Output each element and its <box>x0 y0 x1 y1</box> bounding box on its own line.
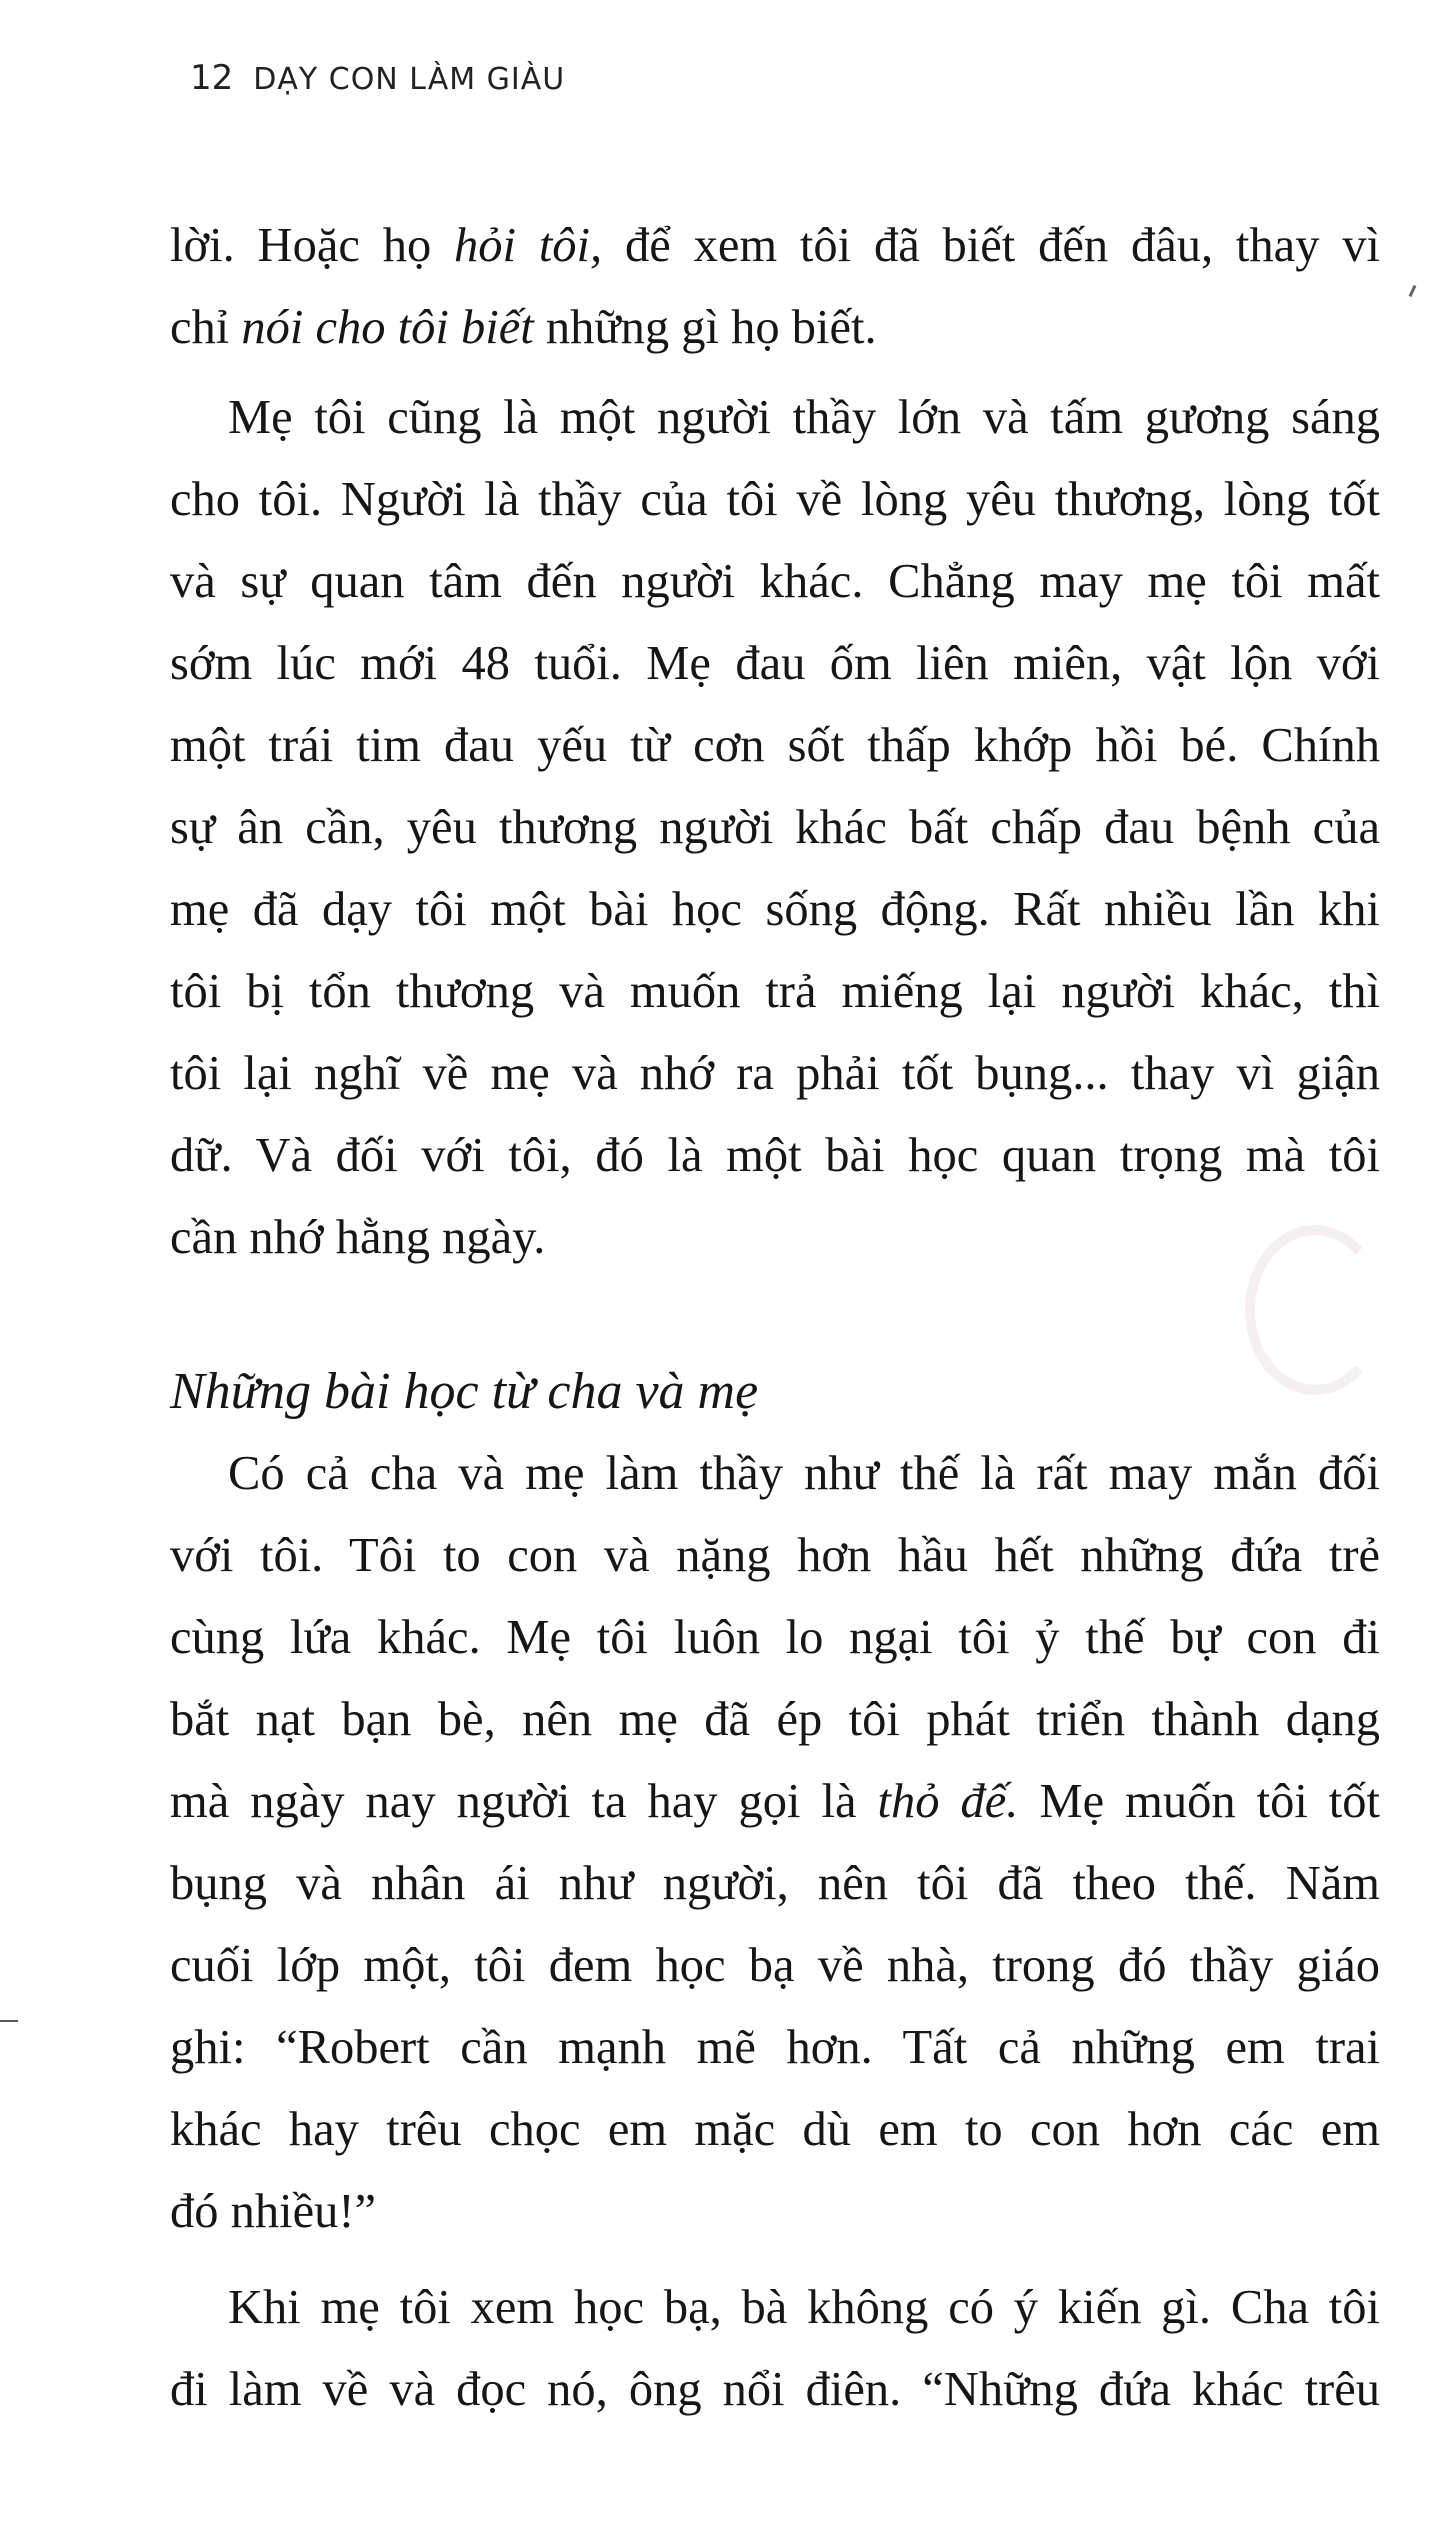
paragraph-2-line: cho tôi. Người là thầy của tôi về lòng yêu thương, lòng tốt <box>170 473 1380 526</box>
emphasis: nói cho tôi biết <box>241 301 534 354</box>
paragraph-3-line: cùng lứa khác. Mẹ tôi luôn lo ngại tôi ỷ thế bự con đi <box>170 1611 1380 1664</box>
paragraph-2-line: và sự quan tâm đến người khác. Chẳng may mẹ tôi mất <box>170 555 1380 608</box>
paragraph-4-line: Khi mẹ tôi xem học bạ, bà không có ý kiến gì. Cha tôi <box>228 2281 1380 2334</box>
paragraph-2-line: cần nhớ hằng ngày. <box>170 1211 546 1264</box>
paragraph-1-line-2: chỉ nói cho tôi biết những gì họ biết. <box>170 301 877 354</box>
paragraph-3-line: Có cả cha và mẹ làm thầy như thế là rất may mắn đối <box>228 1447 1380 1500</box>
paragraph-4-line: đi làm về và đọc nó, ông nổi điên. “Những đứa khác trêu <box>170 2363 1380 2416</box>
paragraph-2-line: tôi lại nghĩ về mẹ và nhớ ra phải tốt bụng... thay vì giận <box>170 1047 1380 1100</box>
paper-speck <box>1409 285 1417 297</box>
paragraph-2-line: sớm lúc mới 48 tuổi. Mẹ đau ốm liên miên, vật lộn với <box>170 637 1380 690</box>
section-heading: Những bài học từ cha và mẹ <box>170 1363 759 1420</box>
emphasis: hỏi tôi, <box>454 219 603 272</box>
paragraph-3-line: cuối lớp một, tôi đem học bạ về nhà, trong đó thầy giáo <box>170 1939 1380 1992</box>
paragraph-3-line: bụng và nhân ái như người, nên tôi đã theo thế. Năm <box>170 1857 1380 1910</box>
paragraph-2-line: Mẹ tôi cũng là một người thầy lớn và tấm gương sáng <box>228 391 1380 444</box>
body-text <box>170 205 1380 2431</box>
paragraph-3-line: khác hay trêu chọc em mặc dù em to con hơn các em <box>170 2103 1380 2156</box>
book-title: DẠY CON LÀM GIÀU <box>253 62 566 97</box>
paragraph-3-line: với tôi. Tôi to con và nặng hơn hầu hết những đứa trẻ <box>170 1529 1380 1582</box>
paragraph-1-line-1: lời. Hoặc họ hỏi tôi, để xem tôi đã biết đến đâu, thay vì <box>170 219 1380 272</box>
emphasis: thỏ đế. <box>877 1775 1019 1828</box>
paragraph-3-line: mà ngày nay người ta hay gọi là thỏ đế. Mẹ muốn tôi tốt <box>170 1775 1380 1828</box>
paragraph-3-line: đó nhiều!” <box>170 2185 377 2238</box>
paragraph-2-line: một trái tim đau yếu từ cơn sốt thấp khớp hồi bé. Chính <box>170 719 1380 772</box>
page-number: 12 <box>190 58 234 98</box>
paragraph-3-line: bắt nạt bạn bè, nên mẹ đã ép tôi phát triển thành dạng <box>170 1693 1380 1746</box>
paragraph-2-line: mẹ đã dạy tôi một bài học sống động. Rất nhiều lần khi <box>170 883 1380 936</box>
paragraph-gap <box>170 2253 1380 2267</box>
paragraph-gap <box>170 369 1380 377</box>
running-head <box>190 58 565 98</box>
margin-mark <box>0 2020 18 2022</box>
paragraph-2-line: tôi bị tổn thương và muốn trả miếng lại người khác, thì <box>170 965 1380 1018</box>
paragraph-2-line: sự ân cần, yêu thương người khác bất chấp đau bệnh của <box>170 801 1380 854</box>
paragraph-3-line: ghi: “Robert cần mạnh mẽ hơn. Tất cả những em trai <box>170 2021 1380 2074</box>
paragraph-2-line: dữ. Và đối với tôi, đó là một bài học quan trọng mà tôi <box>170 1129 1380 1182</box>
